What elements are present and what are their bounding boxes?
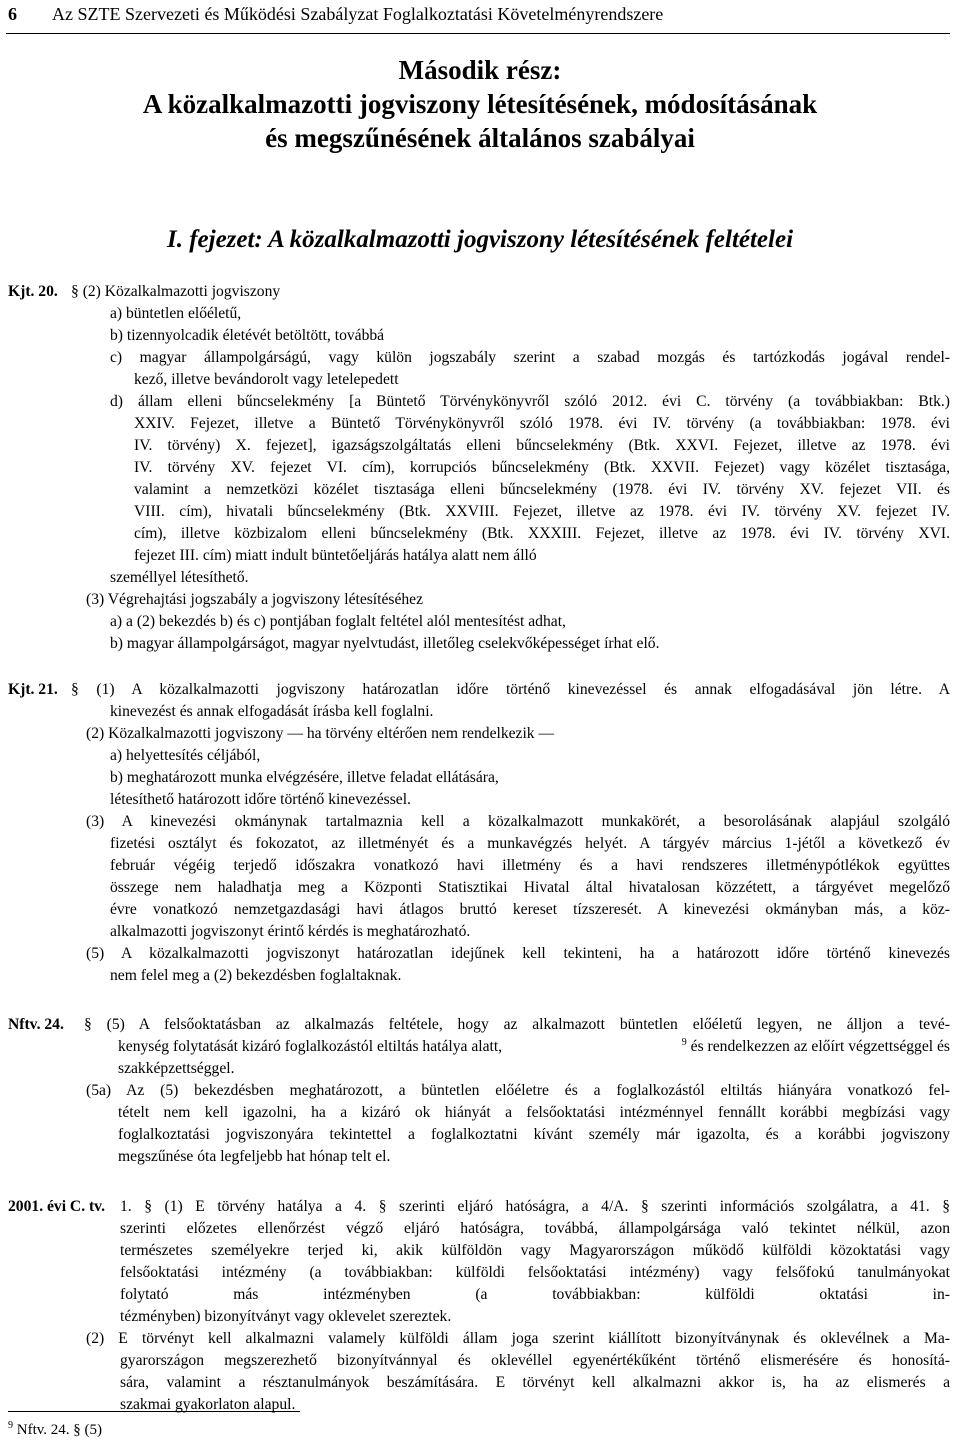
s1-line: IV. törvény) X. fejezet], igazságszolgáltatás elleni bűncselekmény (Btk. XXVI. Fejezet, illetve az 1978. évi <box>134 437 950 454</box>
s3-line-part: kenység folytatását kizáró foglalkozástól eltiltás hatálya alatt, <box>118 1038 503 1055</box>
s2-line: nem felel meg a (2) bekezdésben foglaltaknak. <box>110 967 402 984</box>
s4-line: szakmai gyakorlaton alapul. <box>120 1396 296 1413</box>
section-ref-kjt-20: Kjt. 20. <box>8 283 58 300</box>
s2-line: (3) A kinevezési okmánynak tartalmaznia kell a közalkalmazott munkakörét, a besorolásának alapjául szolgáló <box>86 813 950 830</box>
running-title: Az SZTE Szervezeti és Működési Szabályzat Foglalkoztatási Követelményrendszere <box>52 4 664 24</box>
part-title-line-3: és megszűnésének általános szabályai <box>265 123 695 153</box>
s1-line: c) magyar állampolgárságú, vagy külön jogszabály szerint a szabad mozgás és tartózkodás jogával rendel- <box>110 349 950 366</box>
s4-line: természetes személyekre terjed ki, akik külföldön vagy Magyarországon működő külföldi közoktatási vagy <box>120 1242 950 1259</box>
s4-line: gyarországon megszerezhető bizonyítvánnyal és oklevéllel egyenértékűként történő elismerésére és honosítá- <box>120 1352 950 1369</box>
s1-line: a) a (2) bekezdés b) és c) pontjában foglalt feltétel alól mentesítést adhat, <box>110 613 566 630</box>
s3-line: megszűnése óta legfeljebb hat hónap telt el. <box>118 1148 391 1165</box>
s2-line: fizetési osztályt és fokozatot, az illetményét és a munkavégzés helyét. A tárgyév március 1-jétől a következő év <box>110 835 950 852</box>
s2-line: a) helyettesítés céljából, <box>110 747 261 764</box>
page-header <box>8 4 952 32</box>
s4-line: 1. § (1) E törvény hatálya a 4. § szerinti eljáró hatóságra, a 4/A. § szerinti információs szolgálatra, a 41. § <box>120 1198 950 1215</box>
footnote-text: Nftv. 24. § (5) <box>13 1422 103 1438</box>
s1-line: cím), illetve közbizalom elleni bűncselekmény (Btk. XXXIII. Fejezet, illetve az 1978. évi IV. törvény XVI. <box>134 525 950 542</box>
page-number: 6 <box>8 4 17 24</box>
section-ref-kjt-21: Kjt. 21. <box>8 681 58 698</box>
s4-line: tézményben) bizonyítványt vagy oklevelet szereztek. <box>120 1308 452 1325</box>
footnote-ref[interactable]: 9 <box>681 1036 687 1048</box>
s1-line: fejezet III. cím) miatt indult büntetőeljárás hatálya alatt nem álló <box>134 547 537 564</box>
s2-line: összege nem haladhatja meg a Központi Statisztikai Hivatal által hivatalosan közzétett, a tárgyévet megelőző <box>110 879 950 896</box>
section-ref-nftv-24: Nftv. 24. <box>8 1016 64 1033</box>
section-ref-2001-c-tv: 2001. évi C. tv. <box>8 1198 106 1215</box>
s1-line: a) büntetlen előéletű, <box>110 305 242 322</box>
s2-line: (5) A közalkalmazotti jogviszonyt határozatlan idejűnek kell tekinteni, ha a határozott időre történő kinevezés <box>86 945 950 962</box>
s2-line: alkalmazotti jogviszonyt érintő kérdés is meghatározható. <box>110 923 471 940</box>
s1-line: IV. törvény XV. fejezet VI. cím), korrupciós bűncselekmény (Btk. XXVII. Fejezet) vagy közélet tisztasága, <box>134 459 950 476</box>
chapter-title: I. fejezet: A közalkalmazotti jogviszony létesítésének feltételei <box>166 226 794 253</box>
s2-line: február végéig terjedő időszakra vonatkozó havi illetmény és a havi rendszeres illetménypótlékok együttes <box>110 857 950 874</box>
s2-line: § (1) A közalkalmazotti jogviszony határozatlan időre történő kinevezéssel és annak elfogadásával jön létre. A <box>71 681 950 698</box>
footnote-rule <box>8 1411 300 1412</box>
s3-line: § (5) A felsőoktatásban az alkalmazás feltétele, hogy az alkalmazott büntetlen előéletű legyen, ne álljon a tevé- <box>84 1016 950 1033</box>
s4-line: (2) E törvényt kell alkalmazni valamely külföldi állam joga szerint kiállított bizonyítványnak és oklevélnek a Ma- <box>86 1330 950 1347</box>
footnote <box>8 1422 102 1439</box>
s4-line: sára, valamint a résztanulmányok beszámítására. E törvényt kell alkalmazni akkor is, ha az elismerés a <box>120 1374 950 1391</box>
s3-line: (5a) Az (5) bekezdésben meghatározott, a büntetlen előéletre és a foglalkozástól eltiltás hiányára vonatkozó fel- <box>86 1082 950 1099</box>
s1-line: valamint a nemzetközi közélet tisztasága elleni bűncselekmény (1978. évi IV. törvény XV. fejezet VII. és <box>134 481 950 498</box>
s4-line: szerinti előzetes ellenőrzést végző eljáró hatóságra, továbbá, állampolgársága való tekintet nélkül, azon <box>120 1220 950 1237</box>
s2-line: (2) Közalkalmazotti jogviszony — ha törvény eltérően nem rendelkezik — <box>86 725 555 742</box>
s3-line: szakképzettséggel. <box>118 1060 235 1077</box>
s1-line: VIII. cím), hivatali bűncselekmény (Btk. XXVIII. Fejezet, illetve az 1978. évi IV. törvény XV. fejezet IV. <box>134 503 950 520</box>
s2-line: létesíthető határozott időre történő kinevezéssel. <box>110 791 411 808</box>
s4-line: folytató más intézményben (a továbbiakban: külföldi oktatási in- <box>120 1286 950 1303</box>
s1-line: d) állam elleni bűncselekmény [a Büntető Törvénykönyvről szóló 2012. évi C. törvény (a továbbiakban: Btk.) <box>110 393 950 410</box>
s2-line: kinevezést és annak elfogadását írásba kell foglalni. <box>110 703 434 720</box>
s2-line: b) meghatározott munka elvégzésére, illetve feladat ellátására, <box>110 769 499 786</box>
s1-line: b) tizennyolcadik életévét betöltött, továbbá <box>110 327 385 344</box>
s3-line-with-footnote-ref <box>118 1038 950 1056</box>
part-title-line-2: A közalkalmazotti jogviszony létesítésének, módosításának <box>142 89 818 119</box>
s1-line: személlyel létesíthető. <box>110 569 249 586</box>
part-title-line-1: Második rész: <box>398 55 562 85</box>
s1-line: XXIV. Fejezet, illetve a Büntető Törvénykönyvről szóló 1978. évi IV. törvény (a továbbiakban: 1978. évi <box>134 415 950 432</box>
s1-line: kező, illetve bevándorolt vagy letelepedett <box>134 371 399 388</box>
header-rule <box>6 33 950 34</box>
s2-line: évre vonatkozó nemzetgazdasági havi átlagos bruttó kereset tízszeresét. A kinevezési okmányban más, a köz- <box>110 901 950 918</box>
footnote-number: 9 <box>8 1420 13 1431</box>
s3-line-part: és rendelkezzen az előírt végzettséggel és <box>686 1038 950 1055</box>
s1-line: b) magyar állampolgárságot, magyar nyelvtudást, illetőleg cselekvőképességet írhat elő. <box>110 635 660 652</box>
s1-line: § (2) Közalkalmazotti jogviszony <box>71 283 281 300</box>
s1-line: (3) Végrehajtási jogszabály a jogviszony létesítéséhez <box>86 591 424 608</box>
s3-line: tételt nem kell igazolni, ha a kizáró ok hiányát a felsőoktatási intézménnyel fennállt korábbi megbízási vagy <box>118 1104 950 1121</box>
s4-line: felsőoktatási intézmény (a továbbiakban: külföldi felsőoktatási intézmény) vagy felsőfokú tanulmányokat <box>120 1264 950 1281</box>
s3-line: foglalkoztatási jogviszonyára tekintettel a foglalkoztatni kívánt személy már igazolta, és a korábbi jogviszony <box>118 1126 950 1143</box>
s3-line-part <box>682 1038 950 1056</box>
